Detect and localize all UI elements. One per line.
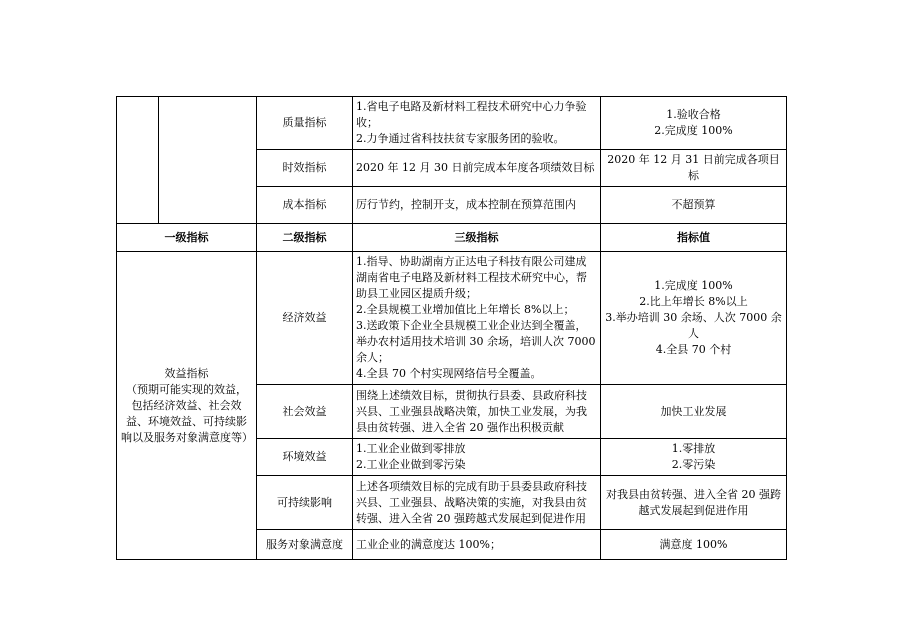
header-level3: 三级指标 [353,224,601,252]
header-value: 指标值 [601,224,787,252]
level3-cell: 1.工业企业做到零排放 2.工业企业做到零污染 [353,439,601,476]
level1-benefit-cell: 效益指标 （预期可能实现的效益，包括经济效益、社会效益、环境效益、可持续影响以及服务对象满意度等） [117,252,257,560]
value-cell: 1.完成度 100% 2.比上年增长 8%以上 3.举办培训 30 余场、人次 7000 余人 4.全县 70 个村 [601,252,787,385]
level3-cell: 围绕上述绩效目标，贯彻执行县委、县政府科技兴县、工业强县战略决策，加快工业发展，为我县由贫转强、进入全省 20 强作出积极贡献 [353,385,601,439]
level3-cell: 2020 年 12 月 30 日前完成本年度各项绩效目标 [353,150,601,187]
level3-cell: 上述各项绩效目标的完成有助于县委县政府科技兴县、工业强县、战略决策的实施，对我县由贫转强、进入全省 20 强跨越式发展起到促进作用 [353,476,601,530]
level2-cell: 质量指标 [257,97,353,150]
table-row [117,252,787,385]
level3-cell: 1.省电子电路及新材料工程技术研究中心力争验收； 2.力争通过省科技扶贫专家服务团的验收。 [353,97,601,150]
level2-cell: 时效指标 [257,150,353,187]
level2-cell: 服务对象满意度 [257,530,353,560]
header-level1: 一级指标 [117,224,257,252]
level2-cell: 经济效益 [257,252,353,385]
value-cell: 2020 年 12 月 31 日前完成各项目标 [601,150,787,187]
performance-indicator-table [116,96,787,560]
value-cell: 满意度 100% [601,530,787,560]
value-cell: 1.零排放 2.零污染 [601,439,787,476]
level2-cell: 可持续影响 [257,476,353,530]
level2-cell: 成本指标 [257,187,353,224]
value-cell: 加快工业发展 [601,385,787,439]
header-row [117,224,787,252]
header-level2: 二级指标 [257,224,353,252]
table-row [117,97,787,150]
level2-cell: 社会效益 [257,385,353,439]
value-cell: 不超预算 [601,187,787,224]
level2-cell: 环境效益 [257,439,353,476]
level3-cell: 厉行节约，控制开支，成本控制在预算范围内 [353,187,601,224]
value-cell: 对我县由贫转强、进入全省 20 强跨越式发展起到促进作用 [601,476,787,530]
blank-cell [117,97,159,224]
value-cell: 1.验收合格 2.完成度 100% [601,97,787,150]
level3-cell: 工业企业的满意度达 100%； [353,530,601,560]
blank-cell [159,97,257,224]
level3-cell: 1.指导、协助湖南方正达电子科技有限公司建成湖南省电子电路及新材料工程技术研究中心，帮助县工业园区提质升级； 2.全县规模工业增加值比上年增长 8%以上； 3.送政策下企业全县规模工业企业达到全覆盖，举办农村适用技术培训 30 余场，培训人次 7000 余人； 4.全县 70 个村实现网络信号全覆盖。 [353,252,601,385]
